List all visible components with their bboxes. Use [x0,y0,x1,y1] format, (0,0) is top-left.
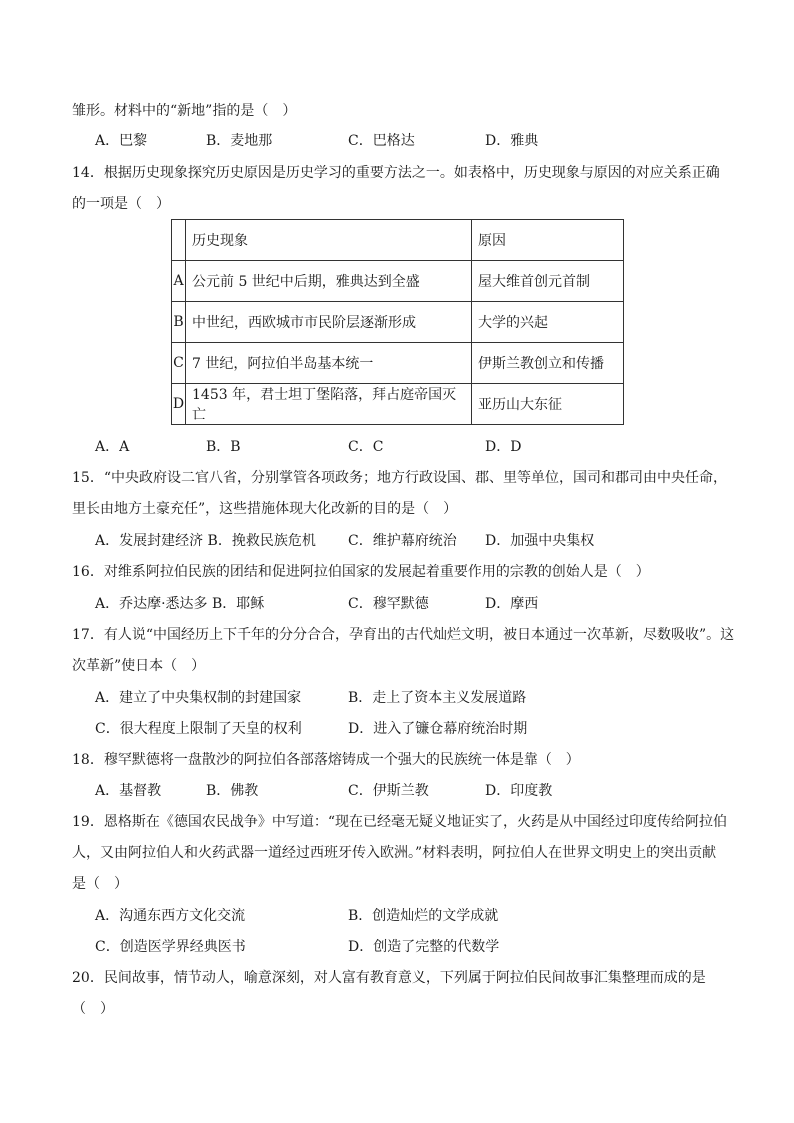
q17-option-d: D．进入了镰仓幕府统治时期 [348,721,528,737]
table-cell [172,220,186,261]
question-15-stem-line2: 里长由地方土豪充任”，这些措施体现大化改新的目的是（ ） [72,501,458,517]
q15-option-d: D．加强中央集权 [485,533,595,549]
q17-option-a: A．建立了中央集权制的封建国家 [95,690,302,706]
question-19-stem-line3: 是（ ） [72,876,128,892]
question-20-stem-line1: 20．民间故事，情节动人，喻意深刻，对人富有教育意义，下列属于阿拉伯民间故事汇集整理而成的是 [72,970,706,986]
q18-option-d: D．印度教 [485,783,553,799]
question-17-stem-line1: 17．有人说“中国经历上下千年的分分合合，孕育出的古代灿烂文明，被日本通过一次革新，尽数吸收”。这 [72,627,735,643]
q13-option-a: A．巴黎 [95,133,148,149]
q17-option-b: B．走上了资本主义发展道路 [348,690,527,706]
table-row [172,302,624,343]
question-14-stem-line2: 的一项是（ ） [72,196,170,212]
table-cell: 1453 年，君士坦丁堡陷落，拜占庭帝国灭亡 [186,384,472,425]
q19-option-a: A．沟通东西方文化交流 [95,908,246,924]
q18-option-b: B．佛教 [206,783,259,799]
question-17-stem-line2: 次革新”使日本（ ） [72,658,206,674]
history-table [171,219,624,425]
table-cell: 亚历山大东征 [472,384,624,425]
q19-option-d: D．创造了完整的代数学 [348,939,500,955]
table-cell: A [172,261,186,302]
table-cell: 伊斯兰教创立和传播 [472,343,624,384]
table-row [172,261,624,302]
table-header-row [172,220,624,261]
table-header-phenomenon: 历史现象 [186,220,472,261]
q16-option-ab: A．乔达摩·悉达多 B．耶稣 [95,596,265,612]
q13-option-d: D．雅典 [485,133,539,149]
question-19-stem-line2: 人，又由阿拉伯人和火药武器一道经过西班牙传入欧洲。”材料表明，阿拉伯人在世界文明史上的突出贡献 [72,845,717,861]
q13-option-c: C．巴格达 [348,133,415,149]
question-19-stem-line1: 19．恩格斯在《德国农民战争》中写道：“现在已经毫无疑义地证实了，火药是从中国经过印度传给阿拉伯 [72,814,727,830]
q16-option-d: D．摩西 [485,596,539,612]
q19-option-b: B．创造灿烂的文学成就 [348,908,499,924]
table-cell: 中世纪，西欧城市市民阶层逐渐形成 [186,302,472,343]
table-row [172,384,624,425]
q15-option-ab: A．发展封建经济 B．挽救民族危机 [95,533,316,549]
q18-option-a: A．基督教 [95,783,162,799]
question-15-stem-line1: 15．“中央政府设二官八省，分别掌管各项政务；地方行政设国、郡、里等单位，国司和郡司由中央任命， [72,470,727,486]
question-16-stem: 16．对维系阿拉伯民族的团结和促进阿拉伯国家的发展起着重要作用的宗教的创始人是（ ） [72,564,650,580]
q19-option-c: C．创造医学界经典医书 [95,939,246,955]
question-13-stem: 雏形。材料中的“新地”指的是（ ） [72,103,297,119]
q15-option-c: C．维护幕府统治 [348,533,457,549]
q13-option-b: B．麦地那 [206,133,273,149]
q14-option-c: C．C [348,439,384,455]
q14-option-d: D．D [485,439,522,455]
q18-option-c: C．伊斯兰教 [348,783,429,799]
table-cell: 大学的兴起 [472,302,624,343]
q16-option-c: C．穆罕默德 [348,596,429,612]
q17-option-c: C．很大程度上限制了天皇的权利 [95,721,302,737]
question-18-stem: 18．穆罕默德将一盘散沙的阿拉伯各部落熔铸成一个强大的民族统一体是靠（ ） [72,752,580,768]
q14-option-b: B．B [206,439,241,455]
question-14-stem-line1: 14．根据历史现象探究历史原因是历史学习的重要方法之一。如表格中，历史现象与原因的对应关系正确 [72,165,720,181]
question-20-stem-line2: （ ） [72,1001,114,1017]
table-row [172,343,624,384]
table-cell: B [172,302,186,343]
table-cell: 公元前 5 世纪中后期，雅典达到全盛 [186,261,472,302]
table-cell: C [172,343,186,384]
q14-option-a: A．A [95,439,130,455]
table-cell: 7 世纪，阿拉伯半岛基本统一 [186,343,472,384]
table-header-cause: 原因 [472,220,624,261]
table-cell: D [172,384,186,425]
table-cell: 屋大维首创元首制 [472,261,624,302]
